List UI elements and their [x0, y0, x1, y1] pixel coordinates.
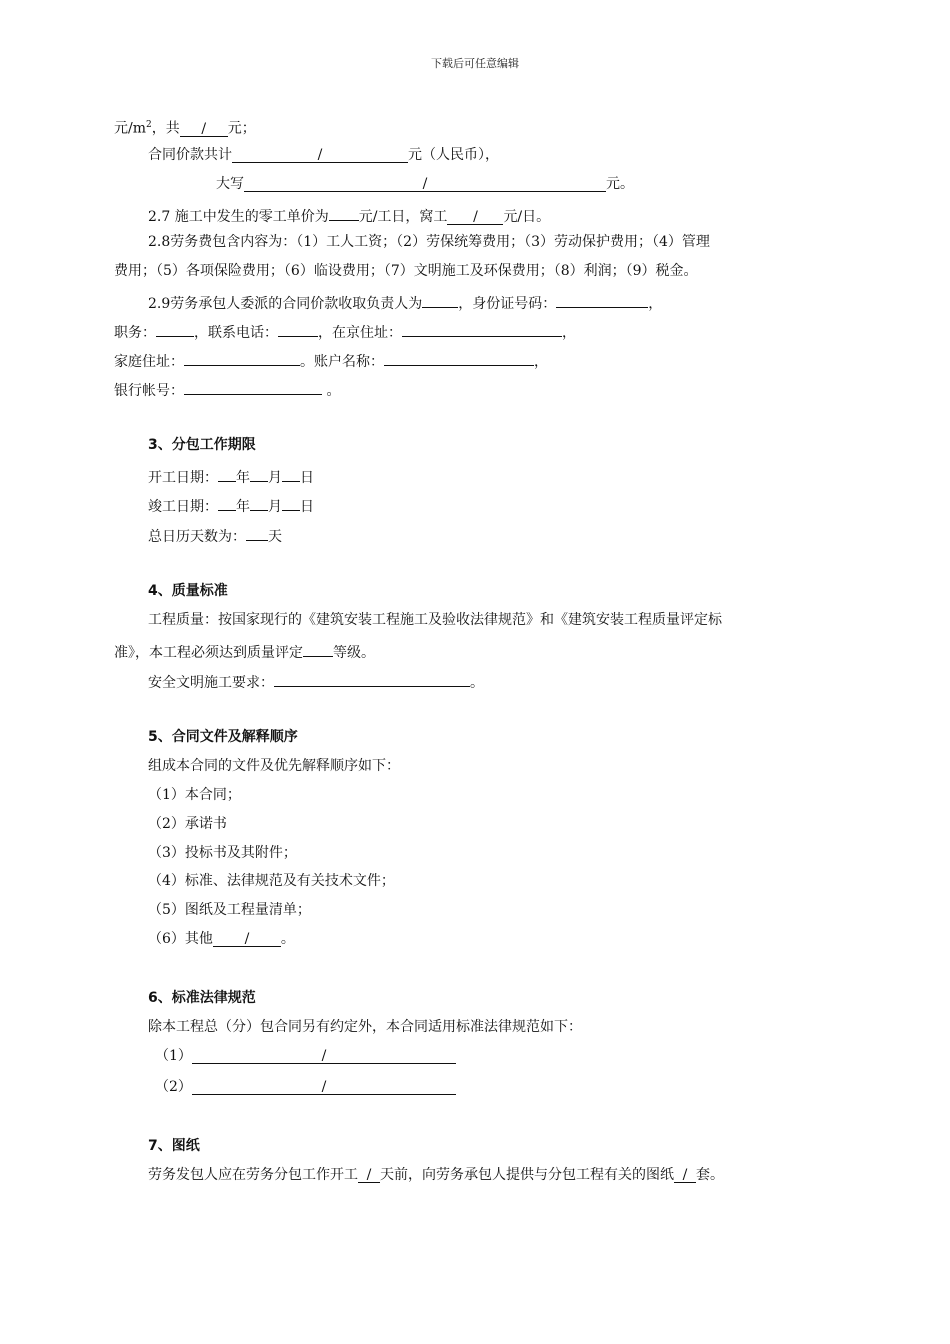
page-header-note: 下载后可任意编辑 [431, 57, 519, 70]
quality-grade-blank[interactable] [303, 640, 333, 657]
total-days-line: 总日历天数为： 天 [148, 524, 282, 546]
section-4-title: 4、质量标准 [148, 583, 228, 599]
bank-account-blank[interactable] [184, 378, 322, 395]
start-day-blank[interactable] [282, 465, 300, 482]
account-name-blank[interactable] [384, 349, 534, 366]
amount-in-words-blank[interactable]: / [244, 175, 606, 192]
id-number-blank[interactable] [556, 291, 648, 308]
standard-1-blank[interactable]: / [192, 1047, 456, 1064]
standards-intro: 除本工程总（分）包合同另有约定外，本合同适用标准法律规范如下： [148, 1019, 582, 1035]
bank-account-line: 银行帐号： 。 [114, 378, 340, 400]
document-item-5: （5）图纸及工程量清单； [148, 902, 311, 918]
document-item-3: （3）投标书及其附件； [148, 845, 297, 861]
payee-name-blank[interactable] [422, 291, 458, 308]
quality-line-1: 工程质量：按国家现行的《建筑安装工程施工及验收法律规范》和《建筑安装工程质量评定标 [148, 612, 722, 628]
start-month-blank[interactable] [250, 465, 268, 482]
safety-requirement-line: 安全文明施工要求： 。 [148, 670, 484, 692]
labor-fee-contents-line-2: 费用；（5）各项保险费用；（6）临设费用；（7）文明施工及环保费用；（8）利润；（9）税金。 [114, 263, 698, 279]
document-item-2: （2）承诺书 [148, 816, 227, 832]
position-blank[interactable] [156, 320, 194, 337]
drawing-sets-blank[interactable]: / [674, 1166, 696, 1183]
section-6-title: 6、标准法律规范 [148, 990, 256, 1006]
position-phone-line: 职务： ，联系电话： ，在京住址： ， [114, 320, 576, 342]
days-before-blank[interactable]: / [358, 1166, 380, 1183]
total-days-blank[interactable] [246, 524, 268, 541]
daily-wage-line: 2.7 施工中发生的零工单价为 元/工日，窝工 / 元/日。 [148, 204, 550, 226]
quality-line-2: 准》，本工程必须达到质量评定 等级。 [114, 640, 375, 662]
phone-blank[interactable] [278, 320, 318, 337]
other-documents-blank[interactable]: / [213, 930, 281, 947]
document-item-1: （1）本合同； [148, 787, 241, 803]
home-address-blank[interactable] [184, 349, 300, 366]
beijing-address-blank[interactable] [402, 320, 562, 337]
standard-item-2: （2） / [155, 1078, 456, 1096]
payee-line: 2.9劳务承包人委派的合同价款收取负责人为 ，身份证号码： ， [148, 291, 662, 313]
labor-fee-contents-line-1: 2.8劳务费包含内容为：（1）工人工资；（2）劳保统筹费用；（3）劳动保护费用；（4）管理 [148, 234, 710, 250]
section-3-title: 3、分包工作期限 [148, 437, 256, 453]
idle-wage-blank[interactable]: / [447, 208, 503, 225]
daily-wage-blank[interactable] [329, 204, 359, 221]
end-date-line: 竣工日期： 年 月 日 [148, 494, 314, 516]
section-5-title: 5、合同文件及解释顺序 [148, 729, 298, 745]
price-per-area-line: 元$/m^2$，共 / 元； [114, 120, 256, 137]
section-7-title: 7、图纸 [148, 1138, 200, 1154]
standard-2-blank[interactable]: / [192, 1078, 456, 1095]
home-address-line: 家庭住址： 。账户名称： ， [114, 349, 548, 371]
start-year-blank[interactable] [218, 465, 236, 482]
amount-in-words-line: 大写 / 元。 [216, 176, 634, 192]
document-item-4: （4）标准、法律规范及有关技术文件； [148, 873, 395, 889]
end-month-blank[interactable] [250, 494, 268, 511]
start-date-line: 开工日期： 年 月 日 [148, 465, 314, 487]
end-day-blank[interactable] [282, 494, 300, 511]
total-blank[interactable]: / [180, 120, 228, 137]
standard-item-1: （1） / [155, 1047, 456, 1065]
document-item-6: （6）其他 / 。 [148, 931, 295, 947]
end-year-blank[interactable] [218, 494, 236, 511]
documents-intro: 组成本合同的文件及优先解释顺序如下： [148, 758, 400, 774]
contract-total-blank[interactable]: / [232, 146, 408, 163]
contract-total-line: 合同价款共计 / 元（人民币）， [148, 147, 499, 163]
drawings-line: 劳务发包人应在劳务分包工作开工 / 天前，向劳务承包人提供与分包工程有关的图纸 / 套。 [148, 1167, 724, 1183]
safety-requirement-blank[interactable] [274, 670, 470, 687]
